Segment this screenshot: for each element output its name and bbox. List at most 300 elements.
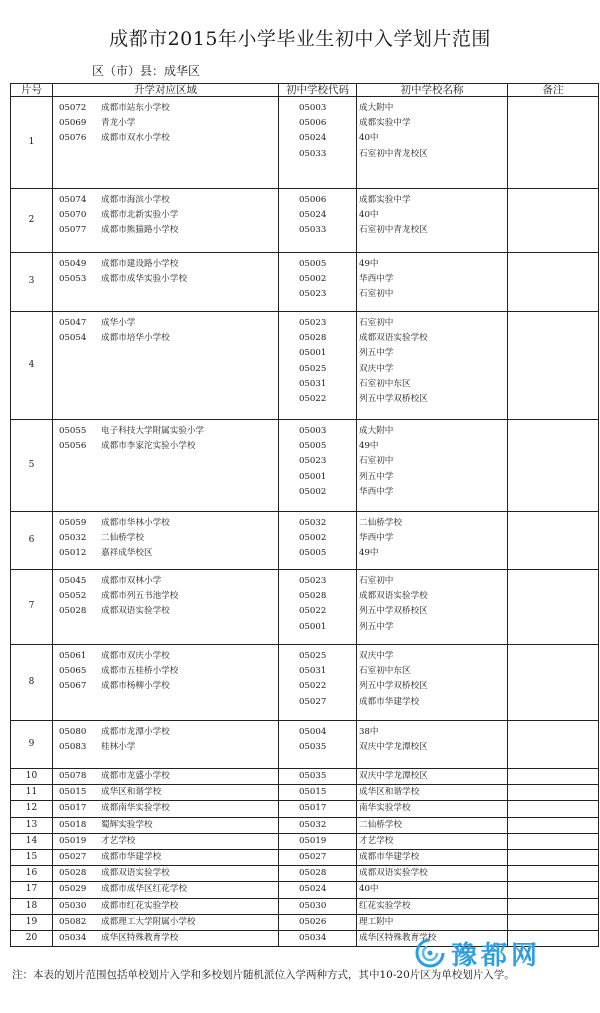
remarks-cell	[508, 420, 599, 512]
primary-school-entry	[53, 574, 278, 589]
middle-school-name-cell	[357, 189, 508, 253]
remarks-cell	[508, 914, 599, 930]
primary-school-name: 成都市成华区红花学校	[101, 884, 187, 895]
primary-school-entry	[53, 101, 278, 116]
primary-area-cell	[53, 189, 279, 253]
remarks-cell	[508, 817, 599, 833]
middle-school-code: 05003	[299, 426, 327, 436]
middle-school-name: 列五中学	[359, 471, 394, 482]
middle-school-code: 05002	[299, 533, 327, 544]
primary-school-entry	[53, 649, 278, 664]
table-row	[11, 97, 599, 189]
primary-school-name: 成都市龙盛小学校	[101, 771, 170, 781]
primary-school-code: 05061	[59, 651, 87, 661]
primary-school-entry	[53, 208, 278, 223]
middle-school-code: 05030	[299, 900, 327, 911]
middle-school-code: 05015	[299, 787, 327, 798]
middle-school-code: 05023	[299, 576, 327, 586]
middle-school-name: 成都实验中学	[359, 195, 411, 205]
middle-school-code: 05033	[299, 148, 327, 159]
middle-school-name-cell	[357, 882, 508, 898]
middle-school-name: 双庆中学龙潭校区	[359, 771, 428, 781]
table-row	[11, 914, 599, 930]
table-row	[11, 420, 599, 512]
middle-school-name: 49中	[359, 441, 379, 452]
primary-school-code: 05019	[59, 835, 87, 846]
primary-area-cell	[53, 420, 279, 512]
zone-number-cell: 8	[11, 645, 53, 721]
primary-school-entry	[53, 546, 278, 561]
table-row	[11, 570, 599, 645]
middle-school-code-cell	[279, 833, 357, 849]
middle-school-code: 05005	[299, 548, 327, 559]
middle-school-code: 05024	[299, 884, 327, 895]
header-primary-area: 升学对应区域	[53, 84, 279, 97]
middle-school-name: 列五中学双桥校区	[359, 681, 428, 692]
primary-school-code: 05049	[59, 259, 87, 269]
remarks-cell	[508, 785, 599, 801]
primary-school-name: 成都市华林小学校	[101, 518, 170, 528]
primary-school-code: 05017	[59, 803, 87, 814]
middle-school-name: 成都双语实验学校	[359, 591, 428, 602]
middle-school-code: 05003	[299, 103, 327, 113]
middle-school-name: 石室初中	[359, 456, 394, 467]
primary-school-entry	[53, 801, 278, 816]
primary-school-code: 05034	[59, 933, 87, 944]
middle-school-name: 石室初中青龙校区	[359, 148, 428, 159]
zone-number-cell: 4	[11, 312, 53, 420]
middle-school-name: 40中	[359, 133, 379, 144]
primary-school-entry	[53, 725, 278, 740]
zone-number-cell: 20	[11, 931, 53, 947]
middle-school-code-cell	[279, 817, 357, 833]
primary-school-entry	[53, 850, 278, 865]
primary-school-code: 05028	[59, 868, 87, 879]
middle-school-code: 05024	[299, 133, 327, 144]
middle-school-code-cell	[279, 850, 357, 866]
middle-school-code: 05032	[299, 518, 327, 528]
middle-school-code-cell	[279, 721, 357, 769]
middle-school-code: 05001	[299, 348, 327, 359]
primary-school-code: 05018	[59, 819, 87, 830]
primary-area-cell	[53, 833, 279, 849]
primary-area-cell	[53, 882, 279, 898]
primary-area-cell	[53, 769, 279, 785]
primary-school-name: 成都市双庆小学校	[101, 651, 170, 661]
primary-school-name: 电子科技大学附属实验小学	[101, 426, 205, 436]
table-row	[11, 801, 599, 817]
primary-school-code: 05078	[59, 771, 87, 781]
middle-school-name: 南华实验学校	[359, 803, 411, 814]
primary-school-entry	[53, 257, 278, 272]
remarks-cell	[508, 882, 599, 898]
remarks-cell	[508, 312, 599, 420]
middle-school-code: 05028	[299, 591, 327, 602]
remarks-cell	[508, 189, 599, 253]
middle-school-code: 05024	[299, 210, 327, 221]
middle-school-code: 05005	[299, 259, 327, 269]
primary-school-code: 05070	[59, 210, 87, 221]
middle-school-name: 成都实验中学	[359, 118, 411, 129]
primary-school-entry	[53, 223, 278, 238]
primary-school-code: 05083	[59, 742, 87, 753]
middle-school-name-cell	[357, 914, 508, 930]
middle-school-code: 05005	[299, 441, 327, 452]
middle-school-code-cell	[279, 645, 357, 721]
middle-school-name: 成华区特殊教育学校	[359, 933, 437, 944]
primary-school-code: 05054	[59, 333, 87, 344]
remarks-cell	[508, 512, 599, 570]
middle-school-name: 成大附中	[359, 103, 394, 113]
middle-school-code: 05032	[299, 819, 327, 830]
middle-school-name: 40中	[359, 210, 379, 221]
primary-school-name: 蜀辉实验学校	[101, 819, 153, 830]
middle-school-name-cell	[357, 898, 508, 914]
primary-school-code: 05012	[59, 548, 87, 559]
primary-area-cell	[53, 931, 279, 947]
table-row	[11, 833, 599, 849]
header-middle-school-code: 初中学校代码	[279, 84, 357, 97]
middle-school-name-cell	[357, 721, 508, 769]
district-label: 区（市）县：成华区	[92, 64, 201, 78]
zone-number-cell: 12	[11, 801, 53, 817]
middle-school-name: 列五中学	[359, 348, 394, 359]
primary-area-cell	[53, 898, 279, 914]
primary-school-name: 成都市熊猫路小学校	[101, 225, 179, 236]
middle-school-name: 38中	[359, 727, 379, 737]
primary-school-code: 05045	[59, 576, 87, 586]
zone-number-cell: 17	[11, 882, 53, 898]
primary-school-code: 05028	[59, 606, 87, 617]
middle-school-name-cell	[357, 817, 508, 833]
primary-school-name: 成都双语实验学校	[101, 606, 170, 617]
middle-school-name: 成华区和谐学校	[359, 787, 420, 798]
middle-school-name: 成大附中	[359, 426, 394, 436]
middle-school-code-cell	[279, 931, 357, 947]
primary-school-entry	[53, 531, 278, 546]
middle-school-name: 成都市华建学校	[359, 852, 420, 863]
middle-school-code-cell	[279, 189, 357, 253]
middle-school-code-cell	[279, 769, 357, 785]
remarks-cell	[508, 866, 599, 882]
zone-number-cell: 15	[11, 850, 53, 866]
middle-school-code: 05019	[299, 835, 327, 846]
middle-school-code-cell	[279, 512, 357, 570]
middle-school-name: 49中	[359, 259, 379, 269]
middle-school-code: 05031	[299, 666, 327, 677]
middle-school-code: 05023	[299, 289, 327, 300]
remarks-cell	[508, 645, 599, 721]
table-row	[11, 721, 599, 769]
footnote: 注：本表的划片范围包括单校划片入学和多校划片随机派位入学两种方式，其中10-20片区为单校划片入学。	[12, 969, 515, 981]
primary-school-entry	[53, 915, 278, 930]
table-row	[11, 253, 599, 312]
zone-number-cell: 14	[11, 833, 53, 849]
primary-school-entry	[53, 818, 278, 833]
primary-school-name: 成华小学	[101, 318, 136, 328]
zone-number-cell: 19	[11, 914, 53, 930]
table-row	[11, 645, 599, 721]
primary-school-code: 05056	[59, 441, 87, 452]
middle-school-name-cell	[357, 420, 508, 512]
primary-school-name: 成都市站东小学校	[101, 103, 170, 113]
middle-school-name-cell	[357, 645, 508, 721]
primary-school-name: 青龙小学	[101, 118, 136, 129]
primary-school-code: 05053	[59, 274, 87, 285]
middle-school-name: 红花实验学校	[359, 900, 411, 911]
primary-school-name: 成都市双林小学	[101, 576, 162, 586]
primary-school-name: 成都市北新实验小学	[101, 210, 179, 221]
primary-school-entry	[53, 272, 278, 287]
primary-school-entry	[53, 589, 278, 604]
middle-school-code: 05006	[299, 195, 327, 205]
table-row	[11, 512, 599, 570]
middle-school-code-cell	[279, 420, 357, 512]
middle-school-name: 理工附中	[359, 916, 394, 927]
table-row	[11, 189, 599, 253]
primary-area-cell	[53, 721, 279, 769]
middle-school-name: 二仙桥学校	[359, 819, 402, 830]
remarks-cell	[508, 570, 599, 645]
primary-school-code: 05055	[59, 426, 87, 436]
primary-area-cell	[53, 645, 279, 721]
primary-school-name: 才艺学校	[101, 835, 136, 846]
middle-school-name-cell	[357, 97, 508, 189]
primary-school-code: 05047	[59, 318, 87, 328]
primary-school-entry	[53, 899, 278, 914]
middle-school-name-cell	[357, 312, 508, 420]
zone-number-cell: 5	[11, 420, 53, 512]
middle-school-name: 列五中学	[359, 621, 394, 632]
primary-school-entry	[53, 193, 278, 208]
middle-school-name: 华西中学	[359, 486, 394, 497]
primary-school-entry	[53, 882, 278, 897]
table-row	[11, 866, 599, 882]
primary-school-code: 05074	[59, 195, 87, 205]
primary-school-name: 桂林小学	[101, 742, 136, 753]
primary-area-cell	[53, 801, 279, 817]
middle-school-code: 05025	[299, 651, 327, 661]
primary-school-name: 成都双语实验学校	[101, 868, 170, 879]
middle-school-name: 40中	[359, 884, 379, 895]
primary-school-code: 05065	[59, 666, 87, 677]
middle-school-code: 05035	[299, 742, 327, 753]
middle-school-code: 05022	[299, 394, 327, 405]
primary-school-name: 成都市龙潭小学校	[101, 727, 170, 737]
primary-school-entry	[53, 316, 278, 331]
swirl-logo-icon	[415, 938, 445, 968]
table-row	[11, 898, 599, 914]
primary-area-cell	[53, 253, 279, 312]
table-row	[11, 312, 599, 420]
primary-school-entry	[53, 679, 278, 694]
middle-school-name-cell	[357, 801, 508, 817]
middle-school-code: 05022	[299, 606, 327, 617]
middle-school-name: 石室初中	[359, 318, 394, 328]
middle-school-code: 05004	[299, 727, 327, 737]
middle-school-code-cell	[279, 97, 357, 189]
middle-school-name: 49中	[359, 548, 379, 559]
table-row	[11, 850, 599, 866]
primary-school-code: 05015	[59, 787, 87, 798]
middle-school-name: 双庆中学	[359, 363, 394, 374]
primary-school-code: 05027	[59, 852, 87, 863]
zone-number-cell: 10	[11, 769, 53, 785]
zone-number-cell: 7	[11, 570, 53, 645]
primary-school-code: 05082	[59, 916, 87, 927]
primary-school-code: 05067	[59, 681, 87, 692]
zone-number-cell: 13	[11, 817, 53, 833]
middle-school-code: 05035	[299, 771, 327, 781]
middle-school-name: 华西中学	[359, 533, 394, 544]
middle-school-code-cell	[279, 914, 357, 930]
primary-school-code: 05069	[59, 118, 87, 129]
table-row	[11, 882, 599, 898]
zone-number-cell: 3	[11, 253, 53, 312]
zone-number-cell: 6	[11, 512, 53, 570]
middle-school-code: 05001	[299, 471, 327, 482]
primary-school-name: 成都市成华实验小学校	[101, 274, 187, 285]
middle-school-code: 05023	[299, 456, 327, 467]
middle-school-name-cell	[357, 512, 508, 570]
remarks-cell	[508, 833, 599, 849]
middle-school-name: 石室初中东区	[359, 378, 411, 389]
primary-school-entry	[53, 604, 278, 619]
middle-school-name: 石室初中东区	[359, 666, 411, 677]
middle-school-name: 石室初中青龙校区	[359, 225, 428, 236]
primary-school-name: 成华区特殊教育学校	[101, 933, 179, 944]
zone-number-cell: 16	[11, 866, 53, 882]
remarks-cell	[508, 769, 599, 785]
middle-school-code: 05027	[299, 696, 327, 707]
primary-school-code: 05072	[59, 103, 87, 113]
middle-school-name: 双庆中学	[359, 651, 394, 661]
primary-school-entry	[53, 424, 278, 439]
primary-school-name: 成都理工大学附属小学校	[101, 916, 196, 927]
primary-school-name: 成都市海滨小学校	[101, 195, 170, 205]
middle-school-name: 华西中学	[359, 274, 394, 285]
middle-school-name: 石室初中	[359, 289, 394, 300]
primary-school-name: 成都市杨柳小学校	[101, 681, 170, 692]
primary-school-entry	[53, 116, 278, 131]
primary-school-name: 成都市列五书池学校	[101, 591, 179, 602]
middle-school-code: 05002	[299, 274, 327, 285]
primary-school-code: 05080	[59, 727, 87, 737]
primary-area-cell	[53, 97, 279, 189]
primary-school-entry	[53, 866, 278, 881]
primary-school-name: 成都市五桂桥小学校	[101, 666, 179, 677]
middle-school-name: 成都市华建学校	[359, 696, 420, 707]
primary-school-code: 05032	[59, 533, 87, 544]
zone-number-cell: 2	[11, 189, 53, 253]
middle-school-name: 列五中学双桥校区	[359, 394, 428, 405]
middle-school-code-cell	[279, 785, 357, 801]
primary-school-entry	[53, 664, 278, 679]
primary-area-cell	[53, 866, 279, 882]
middle-school-code-cell	[279, 801, 357, 817]
middle-school-code: 05022	[299, 681, 327, 692]
table-row	[11, 817, 599, 833]
remarks-cell	[508, 97, 599, 189]
remarks-cell	[508, 721, 599, 769]
middle-school-name: 列五中学双桥校区	[359, 606, 428, 617]
primary-school-entry	[53, 131, 278, 146]
primary-school-name: 成都市培华小学校	[101, 333, 170, 344]
middle-school-name: 成都双语实验学校	[359, 868, 428, 879]
primary-school-name: 成都市双水小学校	[101, 133, 170, 144]
primary-school-name: 成都市建设路小学校	[101, 259, 179, 269]
watermark	[415, 935, 597, 971]
primary-school-entry	[53, 931, 278, 946]
middle-school-name-cell	[357, 866, 508, 882]
primary-school-name: 成都市李家沱实验小学校	[101, 441, 196, 452]
enrollment-table	[10, 83, 599, 947]
header-remarks: 备注	[508, 84, 599, 97]
primary-area-cell	[53, 570, 279, 645]
primary-school-name: 成都市红花实验学校	[101, 900, 179, 911]
primary-area-cell	[53, 817, 279, 833]
middle-school-code: 05006	[299, 118, 327, 129]
table-header-row	[11, 84, 599, 97]
middle-school-name-cell	[357, 253, 508, 312]
middle-school-code: 05028	[299, 868, 327, 879]
primary-area-cell	[53, 914, 279, 930]
primary-area-cell	[53, 312, 279, 420]
primary-school-name: 嘉祥成华校区	[101, 548, 153, 559]
middle-school-name-cell	[357, 785, 508, 801]
middle-school-code: 05034	[299, 933, 327, 944]
middle-school-name-cell	[357, 769, 508, 785]
remarks-cell	[508, 253, 599, 312]
primary-school-entry	[53, 331, 278, 346]
middle-school-code: 05017	[299, 803, 327, 814]
document-title: 成都市2015年小学毕业生初中入学划片范围	[109, 28, 491, 50]
zone-number-cell: 1	[11, 97, 53, 189]
middle-school-name: 石室初中	[359, 576, 394, 586]
zone-number-cell: 9	[11, 721, 53, 769]
middle-school-name-cell	[357, 570, 508, 645]
middle-school-code: 05001	[299, 621, 327, 632]
primary-area-cell	[53, 785, 279, 801]
table-row	[11, 785, 599, 801]
middle-school-code-cell	[279, 570, 357, 645]
primary-school-code: 05077	[59, 225, 87, 236]
middle-school-code: 05028	[299, 333, 327, 344]
primary-school-code: 05052	[59, 591, 87, 602]
primary-school-entry	[53, 769, 278, 784]
middle-school-code-cell	[279, 898, 357, 914]
primary-school-code: 05030	[59, 900, 87, 911]
primary-school-entry	[53, 516, 278, 531]
header-zone-number: 片号	[11, 84, 53, 97]
middle-school-code: 05031	[299, 378, 327, 389]
primary-school-entry	[53, 785, 278, 800]
remarks-cell	[508, 801, 599, 817]
middle-school-name-cell	[357, 850, 508, 866]
middle-school-name: 成都双语实验学校	[359, 333, 428, 344]
primary-area-cell	[53, 512, 279, 570]
middle-school-code-cell	[279, 882, 357, 898]
middle-school-code: 05033	[299, 225, 327, 236]
primary-school-name: 成都市华建学校	[101, 852, 162, 863]
remarks-cell	[508, 850, 599, 866]
middle-school-code: 05025	[299, 363, 327, 374]
middle-school-name: 才艺学校	[359, 835, 394, 846]
middle-school-code: 05023	[299, 318, 327, 328]
middle-school-code: 05026	[299, 916, 327, 927]
primary-school-code: 05029	[59, 884, 87, 895]
primary-school-name: 二仙桥学校	[101, 533, 144, 544]
